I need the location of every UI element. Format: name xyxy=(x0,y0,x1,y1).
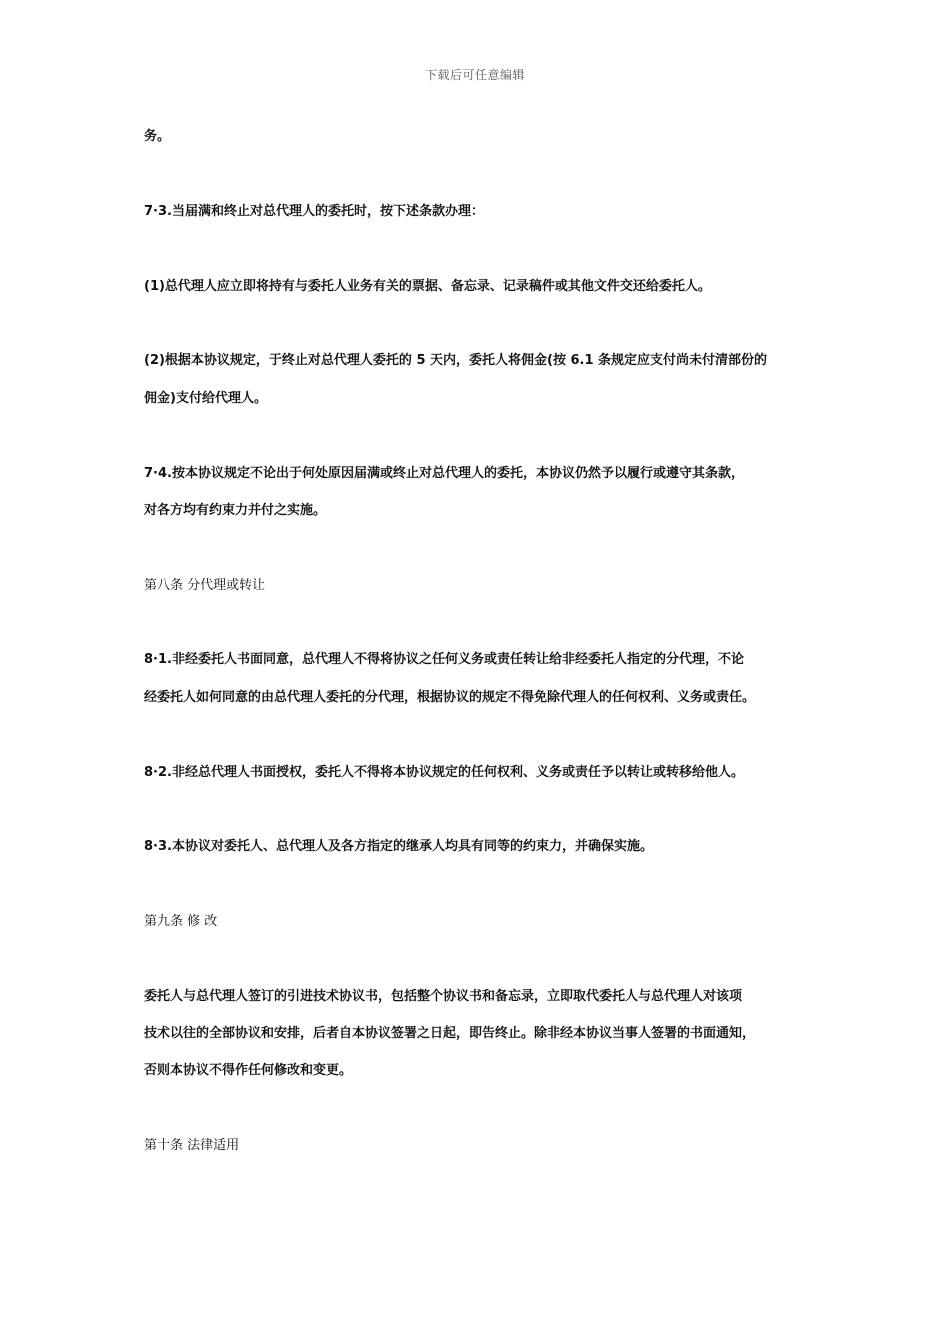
paragraph-line: 技术以往的全部协议和安排，后者自本协议签署之日起，即告终止。除非经本协议当事人签署的书面通知， xyxy=(144,1026,756,1041)
paragraph-line: 务。 xyxy=(144,129,171,144)
paragraph-line: (2)根据本协议规定，于终止对总代理人委托的 5 天内，委托人将佣金(按 6.1 条规定应支付尚未付清部份的 xyxy=(144,353,768,368)
section-heading: 第十条 法律适用 xyxy=(144,1138,240,1153)
section-heading: 第九条 修 改 xyxy=(144,914,218,929)
paragraph-line: 8·3.本协议对委托人、总代理人及各方指定的继承人均具有同等的约束力，并确保实施。 xyxy=(144,839,653,854)
paragraph-line: 对各方均有约束力并付之实施。 xyxy=(144,503,327,518)
paragraph-line: 经委托人如何同意的由总代理人委托的分代理，根据协议的规定不得免除代理人的任何权利、义务或责任。 xyxy=(144,690,756,705)
paragraph-line: 8·2.非经总代理人书面授权，委托人不得将本协议规定的任何权利、义务或责任予以转让或转移给他人。 xyxy=(144,765,744,780)
paragraph-line: 7·4.按本协议规定不论出于何处原因届满或终止对总代理人的委托，本协议仍然予以履行或遵守其条款， xyxy=(144,466,744,481)
paragraph-line: 佣金)支付给代理人。 xyxy=(144,391,267,406)
page-header: 下载后可任意编辑 xyxy=(424,68,525,82)
section-heading: 第八条 分代理或转让 xyxy=(144,578,266,593)
paragraph-line: 8·1.非经委托人书面同意，总代理人不得将协议之任何义务或责任转让给非经委托人指定的分代理，不论 xyxy=(144,652,744,667)
paragraph-line: (1)总代理人应立即将持有与委托人业务有关的票据、备忘录、记录稿件或其他文件交还给委托人。 xyxy=(144,279,711,294)
paragraph-line: 7·3.当届满和终止对总代理人的委托时，按下述条款办理： xyxy=(144,204,484,219)
paragraph-line: 委托人与总代理人签订的引进技术协议书，包括整个协议书和备忘录，立即取代委托人与总代理人对该项 xyxy=(144,989,743,1004)
paragraph-line: 否则本协议不得作任何修改和变更。 xyxy=(144,1063,353,1078)
